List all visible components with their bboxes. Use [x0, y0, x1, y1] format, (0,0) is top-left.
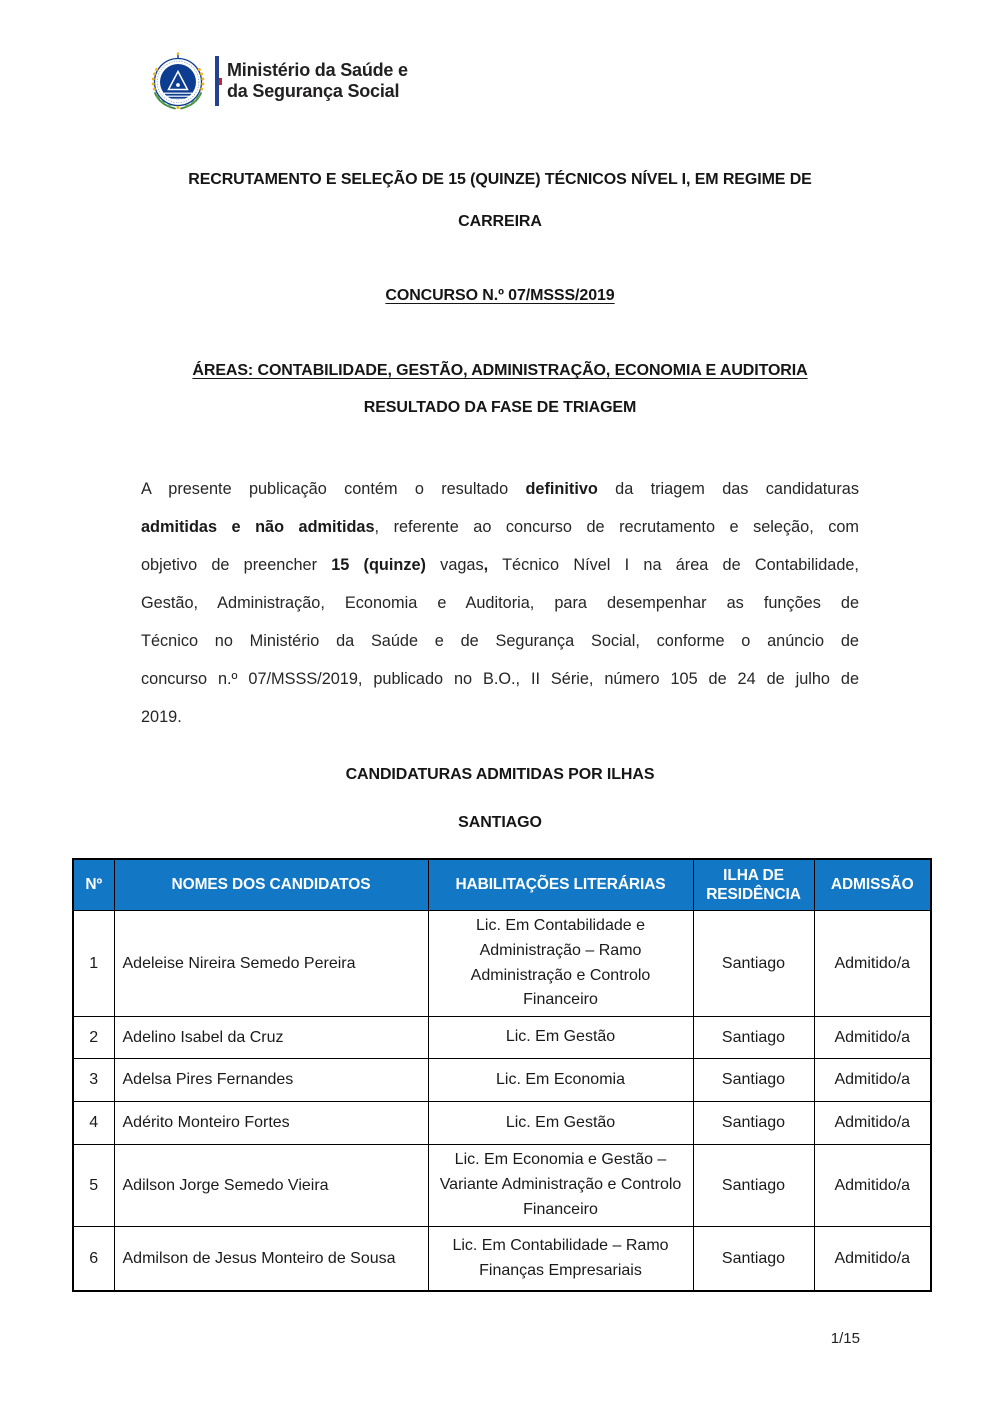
candidate-qualification: Lic. Em Contabilidade e Administração – Ramo Administração e Controlo Financeiro	[428, 911, 693, 1017]
candidate-number: 5	[73, 1145, 114, 1227]
candidates-table	[72, 858, 932, 1292]
text-segment: Técnico Nível I na área de Contabilidade,	[488, 556, 859, 574]
candidate-name: Adelsa Pires Fernandes	[114, 1059, 428, 1102]
text-segment: vagas	[425, 556, 484, 574]
candidate-name: Adeleise Nireira Semedo Pereira	[114, 911, 428, 1017]
ministry-name	[227, 60, 408, 101]
candidate-admission: Admitido/a	[814, 1145, 931, 1227]
candidate-name: Adelino Isabel da Cruz	[114, 1017, 428, 1059]
paragraph-line	[141, 660, 859, 698]
candidate-qualification: Lic. Em Economia e Gestão – Variante Administração e Controlo Financeiro	[428, 1145, 693, 1227]
column-header: NOMES DOS CANDIDATOS	[114, 859, 428, 911]
candidate-island: Santiago	[693, 1145, 814, 1227]
text-segment: A presente publicação contém o resultado	[141, 480, 526, 498]
text-segment: , referente ao concurso de recrutamento e seleção, com	[374, 518, 859, 536]
column-header: HABILITAÇÕES LITERÁRIAS	[428, 859, 693, 911]
candidates-table-body	[73, 911, 931, 1292]
paragraph-line	[141, 622, 859, 660]
candidate-name: Admilson de Jesus Monteiro de Sousa	[114, 1227, 428, 1292]
candidate-name: Adilson Jorge Semedo Vieira	[114, 1145, 428, 1227]
concurso-number: CONCURSO N.º 07/MSSS/2019	[385, 287, 615, 304]
table-row	[73, 1059, 931, 1102]
island-section-heading: SANTIAGO	[458, 814, 542, 831]
resultado-heading: RESULTADO DA FASE DE TRIAGEM	[363, 399, 637, 416]
paragraph-line	[141, 698, 859, 736]
text-segment: 2019.	[141, 708, 182, 726]
candidate-number: 6	[73, 1227, 114, 1292]
bold-text-segment: admitidas e não admitidas	[141, 518, 375, 536]
column-header: ADMISSÃO	[814, 859, 931, 911]
candidate-island: Santiago	[693, 1227, 814, 1292]
text-segment: objetivo de preencher	[141, 556, 332, 574]
logo-divider-bar	[215, 56, 219, 106]
candidate-number: 2	[73, 1017, 114, 1059]
candidate-qualification: Lic. Em Gestão	[428, 1102, 693, 1145]
column-header: ILHA DE RESIDÊNCIA	[693, 859, 814, 911]
areas-heading: ÁREAS: CONTABILIDADE, GESTÃO, ADMINISTRAÇÃO, ECONOMIA E AUDITORIA	[192, 362, 808, 379]
candidate-admission: Admitido/a	[814, 1017, 931, 1059]
table-row	[73, 1145, 931, 1227]
candidate-admission: Admitido/a	[814, 1059, 931, 1102]
candidate-number: 3	[73, 1059, 114, 1102]
candidate-admission: Admitido/a	[814, 1102, 931, 1145]
text-segment: da triagem das candidaturas	[597, 480, 859, 498]
logo-red-notch	[219, 78, 222, 85]
intro-paragraph	[141, 470, 859, 736]
paragraph-line	[141, 470, 859, 508]
bold-text-segment: 15 (quinze)	[331, 556, 426, 574]
document-title-line1: RECRUTAMENTO E SELEÇÃO DE 15 (QUINZE) TÉCNICOS NÍVEL I, EM REGIME DE	[188, 171, 812, 188]
table-row	[73, 911, 931, 1017]
paragraph-line	[141, 508, 859, 546]
candidate-qualification: Lic. Em Contabilidade – Ramo Finanças Empresariais	[428, 1227, 693, 1292]
bold-text-segment: definitivo	[525, 480, 598, 498]
ministry-logo	[148, 52, 408, 110]
bold-text-segment: ,	[483, 556, 489, 574]
candidate-name: Adérito Monteiro Fortes	[114, 1102, 428, 1145]
candidate-island: Santiago	[693, 911, 814, 1017]
candidaturas-heading: CANDIDATURAS ADMITIDAS POR ILHAS	[345, 766, 655, 783]
table-row	[73, 1102, 931, 1145]
text-segment: concurso n.º 07/MSSS/2019, publicado no B.O., II Série, número 105 de 24 de julho de	[141, 670, 859, 688]
document-title-line2: CARREIRA	[458, 213, 542, 230]
table-row	[73, 1017, 931, 1059]
candidate-admission: Admitido/a	[814, 911, 931, 1017]
candidate-number: 1	[73, 911, 114, 1017]
candidate-island: Santiago	[693, 1102, 814, 1145]
text-segment: Técnico no Ministério da Saúde e de Segurança Social, conforme o anúncio de	[141, 632, 859, 650]
ministry-name-line2: da Segurança Social	[227, 81, 400, 101]
table-row	[73, 1227, 931, 1292]
candidate-qualification: Lic. Em Economia	[428, 1059, 693, 1102]
coat-of-arms-icon	[148, 52, 208, 110]
candidate-admission: Admitido/a	[814, 1227, 931, 1292]
ministry-name-line1: Ministério da Saúde e	[227, 60, 408, 81]
candidate-island: Santiago	[693, 1059, 814, 1102]
candidate-number: 4	[73, 1102, 114, 1145]
paragraph-line	[141, 584, 859, 622]
page-number: 1/15	[830, 1330, 860, 1347]
candidate-qualification: Lic. Em Gestão	[428, 1017, 693, 1059]
header-row	[73, 859, 931, 911]
paragraph-line	[141, 546, 859, 584]
column-header: Nº	[73, 859, 114, 911]
text-segment: Gestão, Administração, Economia e Auditoria, para desempenhar as funções de	[141, 594, 859, 612]
candidate-island: Santiago	[693, 1017, 814, 1059]
candidates-table-header	[73, 859, 931, 911]
